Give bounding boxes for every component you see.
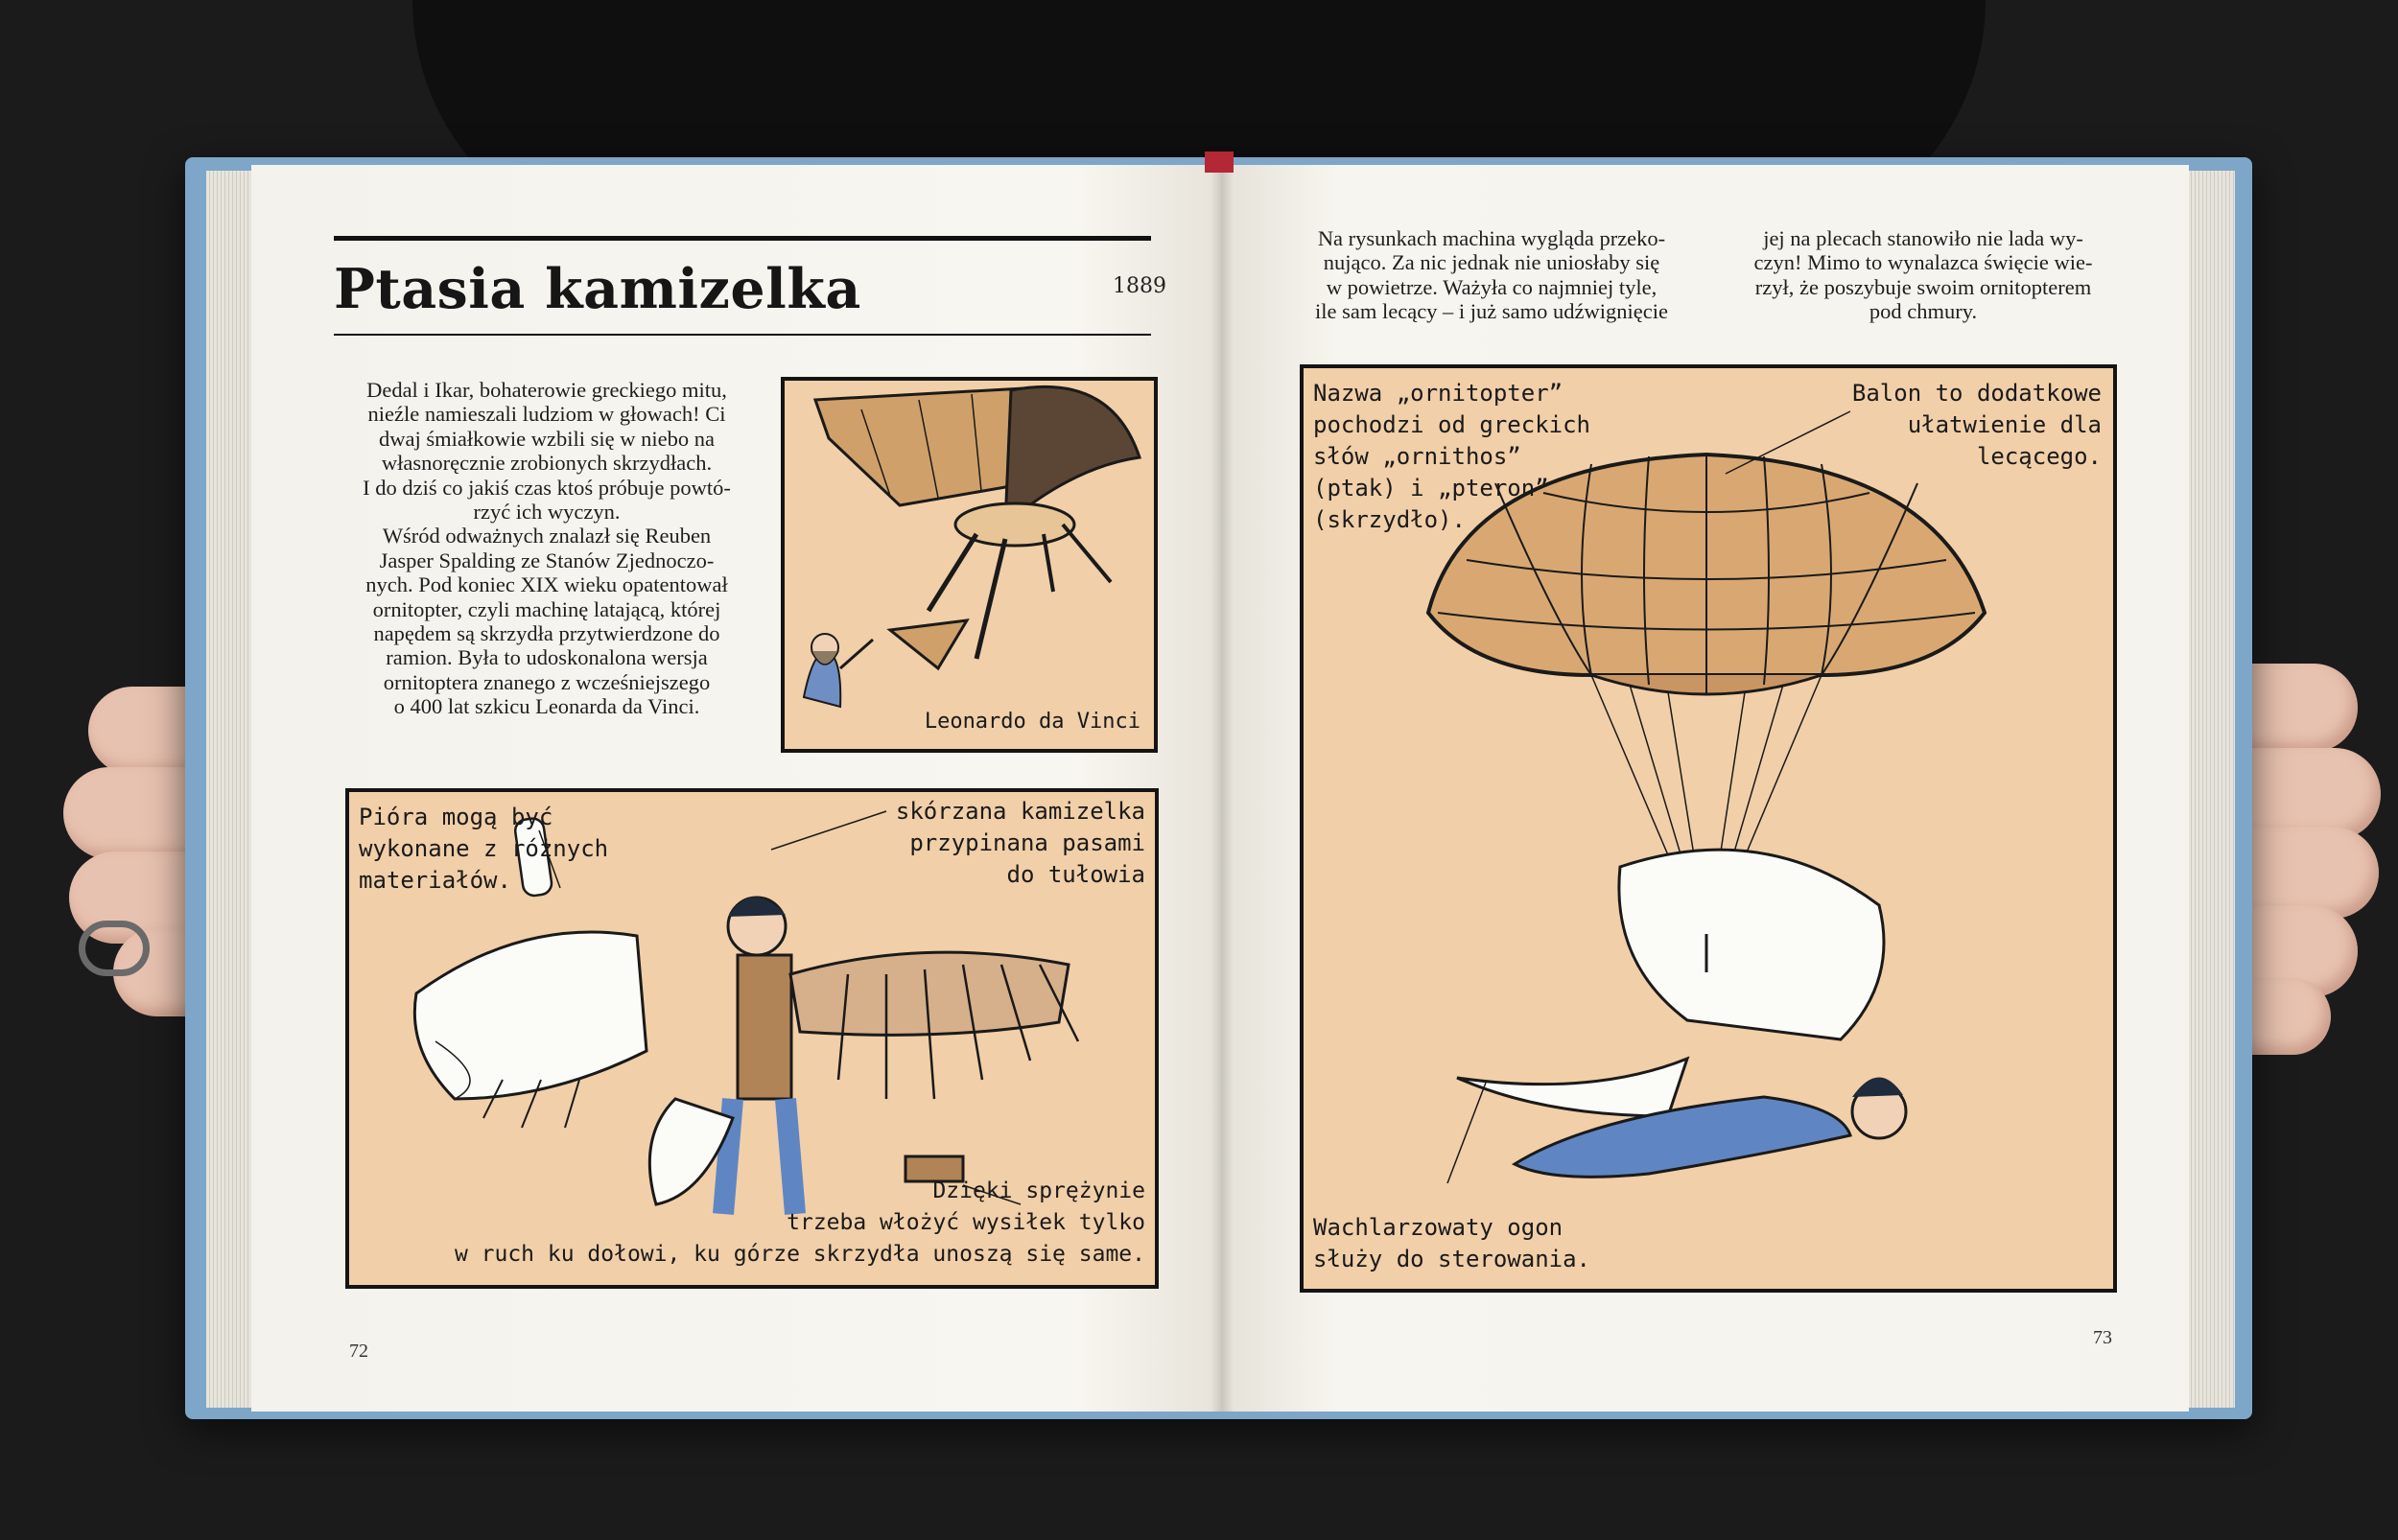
title-rule-top — [334, 236, 1151, 241]
right-column-1: Na rysunkach machina wygląda przeko- nująco. Za nic jednak nie uniosłaby się w powietrze. Ważyła co najmniej tyle, ile sam lecący – i już samo udźwignięcie — [1315, 226, 1668, 324]
tail-label: Wachlarzowaty ogon służy do sterowania. — [1313, 1214, 1590, 1272]
intro-paragraph: Dedal i Ikar, bohaterowie greckiego mitu, nieźle namieszali ludziom w głowach! Ci dwaj śmiałkowie wzbili się w niebo na własnoręcznie zrobionych skrzydłach. I do dziś co jakiś czas ktoś próbuje powtó- rzyć ich wyczyn. Wśród odważnych znalazł się Reuben Jasper Spalding ze Stanów Zjednoczo- nych. Pod koniec XIX wieku opatentował ornitopter, czyli machinę latającą, której napędem są skrzydła przytwierdzone do ramion. Była to udoskonalona wersja ornitoptera znanego z wcześniejszego o 400 lat szkicu Leonarda da Vinci. — [363, 378, 731, 719]
spring-label: Dzięki sprężynie trzeba włożyć wysiłek tylko w ruch ku dołowi, ku górze skrzydła unoszą się same. — [454, 1178, 1145, 1267]
book-spine — [1211, 165, 1234, 1412]
bookmark-ribbon — [1205, 152, 1234, 173]
balloon-panel — [1300, 364, 2117, 1293]
name-origin-label: Nazwa „ornitopter” pochodzi od greckich słów „ornithos” (ptak) i „pteron” (skrzydło). — [1313, 380, 1590, 533]
leonardo-caption: Leonardo da Vinci — [924, 710, 1140, 734]
vest-panel — [345, 788, 1159, 1289]
leonardo-ornithopter-illustration — [785, 381, 1158, 753]
leonardo-panel — [781, 377, 1158, 753]
year-label: 1889 — [1113, 274, 1166, 298]
page-title: Ptasia kamizelka — [334, 257, 861, 321]
page-number-right: 73 — [2093, 1327, 2112, 1348]
ring — [79, 921, 150, 976]
right-column-2: jej na plecach stanowiło nie lada wy- czyn! Mimo to wynalazca święcie wie- rzył, że poszybuje swoim ornitopterem pod chmury. — [1753, 226, 2093, 324]
balloon-label: Balon to dodatkowe ułatwienie dla lecącego. — [1851, 380, 2102, 470]
feathers-label: Pióra mogą być wykonane z różnych materiałów. — [359, 804, 609, 894]
title-rule-bottom — [334, 334, 1151, 336]
vest-label: skórzana kamizelka przypinana pasami do tułowia — [895, 798, 1145, 888]
page-number-left: 72 — [349, 1341, 368, 1362]
